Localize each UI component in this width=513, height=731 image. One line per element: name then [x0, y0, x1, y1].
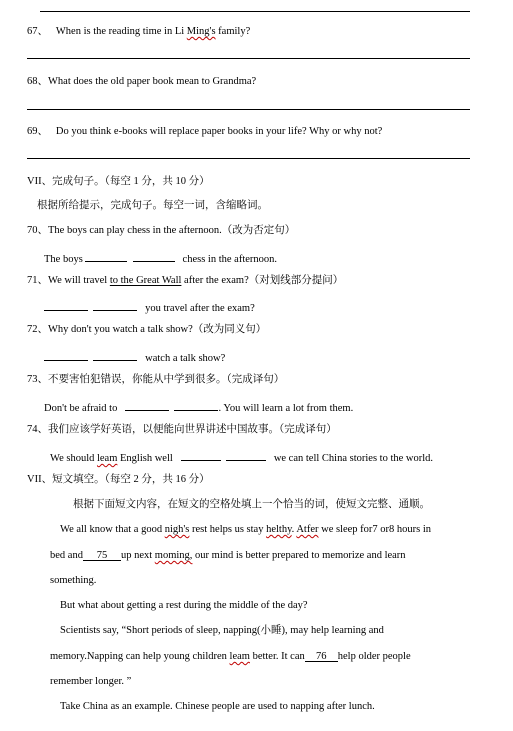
answer-line: [27, 58, 470, 59]
answer-blank[interactable]: [125, 399, 169, 411]
section-heading: VII、短文填空。（每空 2 分，共 16 分）: [27, 474, 210, 485]
answer-blank[interactable]: [133, 250, 175, 262]
passage-line: Take China as an example. Chinese people are used to napping after lunch.: [60, 701, 375, 712]
section-heading: VII、完成句子。（每空 1 分，共 10 分）: [27, 176, 210, 187]
answer-line: [40, 11, 470, 12]
passage-line: remember longer. ”: [50, 676, 132, 687]
section-instruction: 根据所给提示，完成句子。每空一词，含缩略词。: [37, 200, 268, 211]
passage-line: memory.Napping can help young children leam better. It can 76 help older people: [50, 651, 411, 662]
answer-line: [27, 109, 470, 110]
answer-blank[interactable]: [226, 449, 266, 461]
answer-blank[interactable]: [181, 449, 221, 461]
answer-72: watch a talk show?: [44, 349, 225, 365]
answer-70: The boys chess in the afternoon.: [44, 250, 277, 266]
blank-75[interactable]: 75: [83, 549, 121, 561]
blank-76[interactable]: 76: [305, 650, 338, 662]
section-instruction: 根据下面短文内容，在短文的空格处填上一个恰当的词，使短文完整、通顺。: [73, 499, 430, 510]
answer-blank[interactable]: [44, 299, 88, 311]
question-72: 72、Why don't you watch a talk show?（改为同义句）: [27, 324, 267, 335]
answer-blank[interactable]: [85, 250, 127, 262]
question-69: 69、 Do you think e-books will replace paper books in your life? Why or why not?: [27, 126, 383, 137]
question-67: 67、 When is the reading time in Li Ming's family?: [27, 26, 251, 37]
answer-blank[interactable]: [174, 399, 218, 411]
question-73: 73、不要害怕犯错误，你能从中学到很多。（完成译句）: [27, 374, 285, 385]
passage-line: But what about getting a rest during the middle of the day?: [60, 600, 308, 611]
passage-line: Scientists say, “Short periods of sleep, napping(小睡), may help learning and: [60, 625, 384, 636]
answer-73: Don't be afraid to . You will learn a lot from them.: [44, 399, 353, 415]
answer-74: We should leam English well we can tell China stories to the world.: [50, 449, 433, 465]
question-68: 68、What does the old paper book mean to Grandma?: [27, 76, 257, 87]
answer-71: you travel after the exam?: [44, 299, 255, 315]
answer-blank[interactable]: [93, 299, 137, 311]
answer-blank[interactable]: [93, 349, 137, 361]
passage-line: something.: [50, 575, 97, 586]
passage-line: bed and 75 up next moming, our mind is better prepared to memorize and learn: [50, 550, 406, 561]
question-70: 70、The boys can play chess in the afternoon.（改为否定句）: [27, 225, 296, 236]
question-74: 74、我们应该学好英语，以便能向世界讲述中国故事。（完成译句）: [27, 424, 337, 435]
answer-line: [27, 158, 470, 159]
passage-line: We all know that a good nigh's rest helps us stay helthy. Atfer we sleep for7 or8 hours in: [60, 524, 432, 535]
question-71: 71、We will travel to the Great Wall after the exam?（对划线部分提问）: [27, 275, 344, 286]
answer-blank[interactable]: [44, 349, 88, 361]
